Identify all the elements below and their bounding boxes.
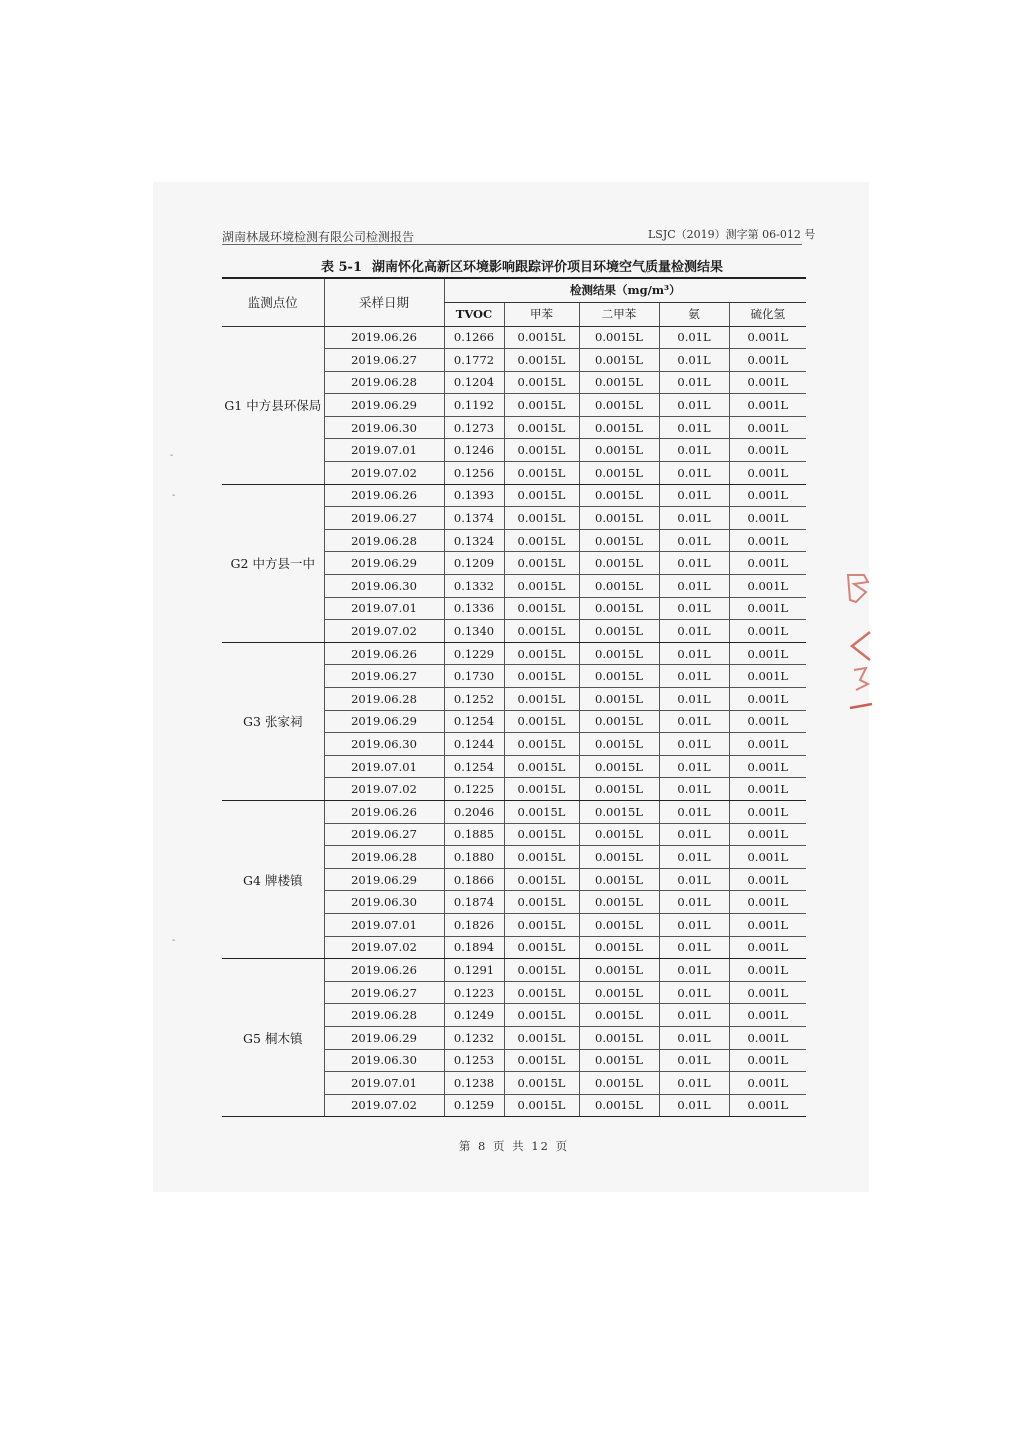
table-title (222, 256, 822, 275)
site-cell: G2 中方县一中 (222, 484, 324, 642)
date-cell: 2019.06.26 (324, 484, 444, 507)
value-cell: 0.01L (659, 394, 729, 417)
value-cell: 0.01L (659, 823, 729, 846)
value-cell: 0.0015L (504, 1026, 579, 1049)
value-cell: 0.01L (659, 620, 729, 643)
value-cell: 0.0015L (579, 1004, 659, 1027)
value-cell: 0.0015L (579, 484, 659, 507)
value-cell: 0.01L (659, 688, 729, 711)
date-cell: 2019.06.28 (324, 846, 444, 869)
value-cell: 0.0015L (579, 575, 659, 598)
header-param: 甲苯 (504, 302, 579, 326)
value-cell: 0.01L (659, 462, 729, 485)
date-cell: 2019.06.28 (324, 1004, 444, 1027)
value-cell: 0.1730 (444, 665, 504, 688)
value-cell: 0.1259 (444, 1094, 504, 1117)
value-cell: 0.0015L (504, 913, 579, 936)
value-cell: 0.1336 (444, 597, 504, 620)
report-number: LSJC（2019）测字第 06-012 号 (648, 228, 816, 241)
value-cell: 0.01L (659, 1049, 729, 1072)
value-cell: 0.001L (729, 552, 806, 575)
value-cell: 0.01L (659, 1094, 729, 1117)
value-cell: 0.001L (729, 394, 806, 417)
value-cell: 0.0015L (504, 688, 579, 711)
value-cell: 0.0015L (504, 1049, 579, 1072)
value-cell: 0.0015L (504, 823, 579, 846)
value-cell: 0.1826 (444, 913, 504, 936)
value-cell: 0.001L (729, 507, 806, 530)
date-cell: 2019.06.30 (324, 575, 444, 598)
value-cell: 0.01L (659, 778, 729, 801)
date-cell: 2019.07.01 (324, 913, 444, 936)
date-cell: 2019.06.30 (324, 733, 444, 756)
table-row (222, 959, 806, 982)
value-cell: 0.0015L (504, 868, 579, 891)
value-cell: 0.1393 (444, 484, 504, 507)
value-cell: 0.1880 (444, 846, 504, 869)
value-cell: 0.001L (729, 936, 806, 959)
value-cell: 0.0015L (504, 349, 579, 372)
value-cell: 0.0015L (504, 394, 579, 417)
date-cell: 2019.06.27 (324, 823, 444, 846)
value-cell: 0.1246 (444, 439, 504, 462)
value-cell: 0.001L (729, 688, 806, 711)
value-cell: 0.1252 (444, 688, 504, 711)
value-cell: 0.1866 (444, 868, 504, 891)
table-row (222, 484, 806, 507)
value-cell: 0.01L (659, 416, 729, 439)
value-cell: 0.0015L (504, 981, 579, 1004)
value-cell: 0.0015L (579, 620, 659, 643)
value-cell: 0.01L (659, 1072, 729, 1095)
value-cell: 0.0015L (579, 891, 659, 914)
value-cell: 0.01L (659, 507, 729, 530)
value-cell: 0.0015L (579, 800, 659, 823)
table-row (222, 326, 806, 349)
date-cell: 2019.06.27 (324, 665, 444, 688)
value-cell: 0.01L (659, 981, 729, 1004)
date-cell: 2019.07.02 (324, 462, 444, 485)
value-cell: 0.01L (659, 439, 729, 462)
value-cell: 0.0015L (504, 710, 579, 733)
value-cell: 0.001L (729, 620, 806, 643)
date-cell: 2019.06.29 (324, 868, 444, 891)
date-cell: 2019.06.30 (324, 891, 444, 914)
value-cell: 0.0015L (579, 326, 659, 349)
date-cell: 2019.06.29 (324, 552, 444, 575)
scan-speck: - (170, 450, 174, 461)
value-cell: 0.001L (729, 710, 806, 733)
value-cell: 0.01L (659, 1026, 729, 1049)
value-cell: 0.01L (659, 800, 729, 823)
value-cell: 0.001L (729, 823, 806, 846)
value-cell: 0.01L (659, 1004, 729, 1027)
value-cell: 0.001L (729, 642, 806, 665)
value-cell: 0.1256 (444, 462, 504, 485)
value-cell: 0.1894 (444, 936, 504, 959)
value-cell: 0.001L (729, 462, 806, 485)
header-site: 监测点位 (222, 278, 324, 326)
value-cell: 0.0015L (579, 981, 659, 1004)
value-cell: 0.001L (729, 981, 806, 1004)
value-cell: 0.0015L (579, 1094, 659, 1117)
value-cell: 0.1244 (444, 733, 504, 756)
table-number: 表 5-1 (320, 260, 362, 275)
header-param: 二甲苯 (579, 302, 659, 326)
value-cell: 0.2046 (444, 800, 504, 823)
date-cell: 2019.07.01 (324, 597, 444, 620)
value-cell: 0.0015L (504, 507, 579, 530)
site-cell: G4 牌楼镇 (222, 800, 324, 958)
header-param: 硫化氢 (729, 302, 806, 326)
value-cell: 0.1254 (444, 755, 504, 778)
header-date: 采样日期 (324, 278, 444, 326)
value-cell: 0.01L (659, 484, 729, 507)
value-cell: 0.001L (729, 959, 806, 982)
value-cell: 0.1225 (444, 778, 504, 801)
value-cell: 0.01L (659, 936, 729, 959)
date-cell: 2019.06.26 (324, 326, 444, 349)
value-cell: 0.1253 (444, 1049, 504, 1072)
value-cell: 0.001L (729, 371, 806, 394)
value-cell: 0.0015L (579, 823, 659, 846)
value-cell: 0.1340 (444, 620, 504, 643)
value-cell: 0.0015L (579, 507, 659, 530)
date-cell: 2019.06.27 (324, 349, 444, 372)
value-cell: 0.001L (729, 439, 806, 462)
value-cell: 0.01L (659, 529, 729, 552)
value-cell: 0.01L (659, 846, 729, 869)
value-cell: 0.0015L (504, 326, 579, 349)
value-cell: 0.0015L (579, 665, 659, 688)
scan-speck: - (172, 935, 176, 946)
date-cell: 2019.07.02 (324, 1094, 444, 1117)
value-cell: 0.001L (729, 778, 806, 801)
value-cell: 0.1238 (444, 1072, 504, 1095)
value-cell: 0.001L (729, 575, 806, 598)
value-cell: 0.01L (659, 575, 729, 598)
date-cell: 2019.06.28 (324, 529, 444, 552)
value-cell: 0.0015L (579, 1049, 659, 1072)
value-cell: 0.01L (659, 326, 729, 349)
value-cell: 0.1332 (444, 575, 504, 598)
value-cell: 0.0015L (504, 439, 579, 462)
value-cell: 0.01L (659, 891, 729, 914)
value-cell: 0.0015L (504, 1072, 579, 1095)
value-cell: 0.0015L (579, 846, 659, 869)
header-divider (222, 244, 802, 245)
value-cell: 0.0015L (504, 846, 579, 869)
value-cell: 0.001L (729, 529, 806, 552)
scan-speck: - (172, 490, 176, 501)
value-cell: 0.0015L (504, 484, 579, 507)
value-cell: 0.001L (729, 868, 806, 891)
value-cell: 0.0015L (579, 371, 659, 394)
value-cell: 0.1874 (444, 891, 504, 914)
value-cell: 0.0015L (579, 755, 659, 778)
value-cell: 0.1204 (444, 371, 504, 394)
value-cell: 0.001L (729, 665, 806, 688)
value-cell: 0.1229 (444, 642, 504, 665)
value-cell: 0.001L (729, 349, 806, 372)
value-cell: 0.0015L (579, 913, 659, 936)
date-cell: 2019.06.29 (324, 394, 444, 417)
value-cell: 0.0015L (579, 710, 659, 733)
value-cell: 0.01L (659, 755, 729, 778)
value-cell: 0.0015L (504, 755, 579, 778)
value-cell: 0.1209 (444, 552, 504, 575)
value-cell: 0.001L (729, 1049, 806, 1072)
value-cell: 0.0015L (579, 416, 659, 439)
value-cell: 0.0015L (579, 1072, 659, 1095)
site-cell: G3 张家祠 (222, 642, 324, 800)
value-cell: 0.0015L (504, 1004, 579, 1027)
value-cell: 0.0015L (504, 575, 579, 598)
value-cell: 0.01L (659, 913, 729, 936)
value-cell: 0.0015L (579, 936, 659, 959)
value-cell: 0.0015L (504, 642, 579, 665)
site-cell: G1 中方县环保局 (222, 326, 324, 484)
value-cell: 0.1249 (444, 1004, 504, 1027)
value-cell: 0.0015L (579, 778, 659, 801)
value-cell: 0.0015L (579, 349, 659, 372)
value-cell: 0.001L (729, 1026, 806, 1049)
value-cell: 0.01L (659, 959, 729, 982)
value-cell: 0.0015L (579, 733, 659, 756)
value-cell: 0.0015L (579, 868, 659, 891)
date-cell: 2019.06.26 (324, 642, 444, 665)
date-cell: 2019.06.29 (324, 710, 444, 733)
date-cell: 2019.07.01 (324, 439, 444, 462)
site-cell: G5 桐木镇 (222, 959, 324, 1117)
value-cell: 0.001L (729, 597, 806, 620)
date-cell: 2019.07.01 (324, 755, 444, 778)
value-cell: 0.0015L (504, 891, 579, 914)
value-cell: 0.0015L (504, 416, 579, 439)
date-cell: 2019.06.29 (324, 1026, 444, 1049)
value-cell: 0.0015L (504, 959, 579, 982)
value-cell: 0.1223 (444, 981, 504, 1004)
table-title-text: 湖南怀化高新区环境影响跟踪评价项目环境空气质量检测结果 (372, 260, 724, 275)
value-cell: 0.0015L (579, 688, 659, 711)
table-row (222, 642, 806, 665)
value-cell: 0.0015L (579, 529, 659, 552)
value-cell: 0.0015L (504, 371, 579, 394)
date-cell: 2019.06.28 (324, 688, 444, 711)
value-cell: 0.001L (729, 1072, 806, 1095)
value-cell: 0.01L (659, 710, 729, 733)
value-cell: 0.0015L (504, 597, 579, 620)
value-cell: 0.0015L (504, 552, 579, 575)
value-cell: 0.0015L (504, 665, 579, 688)
date-cell: 2019.06.26 (324, 959, 444, 982)
value-cell: 0.1374 (444, 507, 504, 530)
value-cell: 0.1273 (444, 416, 504, 439)
value-cell: 0.0015L (579, 552, 659, 575)
value-cell: 0.0015L (579, 642, 659, 665)
value-cell: 0.01L (659, 665, 729, 688)
red-stamp-fragment (846, 570, 876, 720)
value-cell: 0.01L (659, 371, 729, 394)
value-cell: 0.001L (729, 800, 806, 823)
header-result: 检测结果（mg/m³） (444, 278, 806, 302)
value-cell: 0.1266 (444, 326, 504, 349)
value-cell: 0.1772 (444, 349, 504, 372)
value-cell: 0.001L (729, 1004, 806, 1027)
date-cell: 2019.06.26 (324, 800, 444, 823)
value-cell: 0.0015L (579, 394, 659, 417)
value-cell: 0.1291 (444, 959, 504, 982)
value-cell: 0.0015L (504, 800, 579, 823)
value-cell: 0.1324 (444, 529, 504, 552)
results-body (222, 326, 806, 1117)
results-table (222, 277, 806, 1117)
value-cell: 0.001L (729, 913, 806, 936)
date-cell: 2019.06.30 (324, 1049, 444, 1072)
value-cell: 0.001L (729, 484, 806, 507)
value-cell: 0.1232 (444, 1026, 504, 1049)
value-cell: 0.01L (659, 349, 729, 372)
value-cell: 0.0015L (504, 529, 579, 552)
header-param: TVOC (444, 302, 504, 326)
date-cell: 2019.06.27 (324, 981, 444, 1004)
value-cell: 0.001L (729, 846, 806, 869)
value-cell: 0.001L (729, 326, 806, 349)
value-cell: 0.0015L (504, 778, 579, 801)
header-param: 氨 (659, 302, 729, 326)
value-cell: 0.0015L (579, 462, 659, 485)
value-cell: 0.01L (659, 597, 729, 620)
value-cell: 0.01L (659, 642, 729, 665)
value-cell: 0.001L (729, 891, 806, 914)
value-cell: 0.0015L (504, 620, 579, 643)
value-cell: 0.01L (659, 733, 729, 756)
date-cell: 2019.06.30 (324, 416, 444, 439)
value-cell: 0.1192 (444, 394, 504, 417)
value-cell: 0.0015L (579, 439, 659, 462)
page-number: 第 8 页 共 12 页 (458, 1139, 570, 1153)
value-cell: 0.1254 (444, 710, 504, 733)
value-cell: 0.001L (729, 733, 806, 756)
date-cell: 2019.07.01 (324, 1072, 444, 1095)
date-cell: 2019.06.28 (324, 371, 444, 394)
date-cell: 2019.06.27 (324, 507, 444, 530)
value-cell: 0.0015L (579, 959, 659, 982)
value-cell: 0.0015L (504, 936, 579, 959)
value-cell: 0.0015L (504, 733, 579, 756)
value-cell: 0.001L (729, 1094, 806, 1117)
value-cell: 0.1885 (444, 823, 504, 846)
date-cell: 2019.07.02 (324, 936, 444, 959)
date-cell: 2019.07.02 (324, 778, 444, 801)
value-cell: 0.001L (729, 755, 806, 778)
value-cell: 0.0015L (579, 1026, 659, 1049)
value-cell: 0.01L (659, 552, 729, 575)
company-header: 湖南林晟环境检测有限公司检测报告 (222, 230, 415, 244)
value-cell: 0.001L (729, 416, 806, 439)
value-cell: 0.0015L (504, 1094, 579, 1117)
value-cell: 0.01L (659, 868, 729, 891)
value-cell: 0.0015L (504, 462, 579, 485)
date-cell: 2019.07.02 (324, 620, 444, 643)
table-row (222, 800, 806, 823)
value-cell: 0.0015L (579, 597, 659, 620)
